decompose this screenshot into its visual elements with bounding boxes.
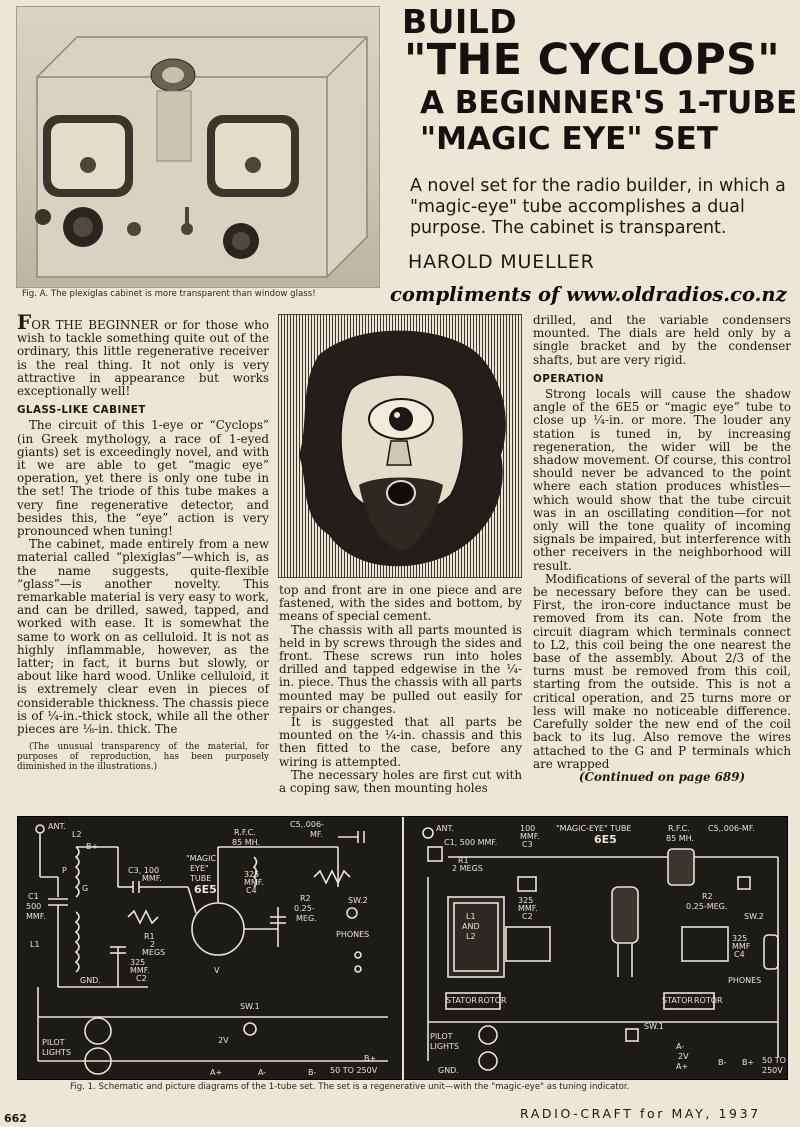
schematic-label: 325 bbox=[130, 958, 146, 967]
pictorial-label: L1 bbox=[466, 912, 476, 921]
schematic-label: C5,.006- bbox=[290, 820, 324, 829]
pictorial-label: MMF. bbox=[518, 904, 538, 913]
pictorial-label: MMF. bbox=[520, 832, 540, 841]
circuit-diagrams bbox=[17, 816, 788, 1080]
section-heading-cabinet: GLASS-LIKE CABINET bbox=[17, 404, 146, 417]
pictorial-label: C3 bbox=[522, 840, 533, 849]
paragraph: The necessary holes are first cut with a coping saw, then mounting holes bbox=[279, 767, 522, 796]
pictorial-label: SW.1 bbox=[644, 1022, 664, 1031]
schematic-label: C2 bbox=[136, 974, 147, 983]
author-byline: HAROLD MUELLER bbox=[408, 251, 595, 273]
schematic-label: R.F.C. bbox=[234, 828, 256, 837]
paragraph: drilled, and the variable condensers mounted. The dials are held only by a single bracket and by the condenser shafts, but are very rigid. bbox=[533, 313, 791, 367]
schematic-label: R2 bbox=[300, 894, 311, 903]
pictorial-label: SW.2 bbox=[744, 912, 764, 921]
schematic-label: MF. bbox=[310, 830, 323, 839]
schematic-label: B+ bbox=[86, 842, 99, 851]
page-number: 662 bbox=[4, 1112, 27, 1125]
intro-caps: OR THE BEGINNER bbox=[31, 318, 159, 332]
schematic-label: EYE" bbox=[190, 864, 209, 873]
schematic-label: P bbox=[62, 866, 67, 875]
schematic-label: 2 bbox=[150, 940, 156, 949]
pictorial-label: A+ bbox=[676, 1062, 689, 1071]
headline-title: "THE CYCLOPS" bbox=[404, 35, 780, 85]
article-column-1 bbox=[17, 310, 270, 773]
pictorial-label: ROTOR bbox=[478, 996, 507, 1005]
pictorial-label: 85 MH. bbox=[666, 834, 695, 843]
schematic-label: B- bbox=[308, 1068, 317, 1077]
diagram-canvas bbox=[18, 817, 789, 1081]
intro-paragraph bbox=[17, 310, 270, 399]
schematic-label: C4 bbox=[246, 886, 257, 895]
pictorial-label: STATOR bbox=[662, 996, 693, 1005]
paragraph: The chassis with all parts mounted is held in by screws through the sides and front. These screws run into holes drilled and tapped edgewise in the ¼-in. piece. Thus the chassis with all parts mounted may be pulled out easily for repairs or changes. bbox=[279, 622, 522, 716]
schematic-label: L1 bbox=[30, 940, 40, 949]
schematic-label: SW.1 bbox=[240, 1002, 260, 1011]
schematic-label: "MAGIC bbox=[186, 854, 217, 863]
schematic-label: MEGS bbox=[142, 948, 166, 957]
schematic-label: MEG. bbox=[296, 914, 317, 923]
schematic-label: 0.25- bbox=[294, 904, 315, 913]
continued-note: (Continued on page 689) bbox=[578, 769, 746, 784]
pictorial-label: C2 bbox=[522, 912, 533, 921]
schematic-label: 85 MH. bbox=[232, 838, 261, 847]
headline-kicker: BUILD bbox=[402, 2, 518, 41]
pictorial-label: 325 bbox=[518, 896, 534, 905]
schematic-label: LIGHTS bbox=[42, 1048, 71, 1057]
pictorial-label: 50 TO bbox=[762, 1056, 786, 1065]
schematic-label: MMF. bbox=[142, 874, 162, 883]
article-column-3 bbox=[533, 314, 791, 784]
cyclops-face bbox=[279, 315, 522, 578]
pictorial-label: PHONES bbox=[728, 976, 762, 985]
pictorial-label: 0.25-MEG. bbox=[686, 902, 728, 911]
schematic-label: TUBE bbox=[190, 874, 212, 883]
pictorial-label: 250V bbox=[762, 1066, 783, 1075]
pictorial-label: PILOT bbox=[430, 1032, 453, 1041]
schematic-label: SW.2 bbox=[348, 896, 368, 905]
pictorial-label: C4 bbox=[734, 950, 745, 959]
schematic-label: 2V bbox=[218, 1036, 229, 1045]
schematic-label: 6E5 bbox=[194, 883, 217, 896]
schematic-label: A+ bbox=[210, 1068, 223, 1077]
cabinet-photo bbox=[16, 6, 380, 288]
pictorial-label: R2 bbox=[702, 892, 713, 901]
paragraph: The cabinet, made entirely from a new material called “plexiglas”—which is, as the name suggests, quite-flexible “glass”—is another novelty. This remarkable material is very easy to work, and can be drilled, sawed, tapped, and worked with ease. It is somewhat the same to work on as celluloid. It is not as highly inflammable, however, as the latter; in fact, it burns but slowly, or about like hard wood. Unlike celluloid, it is extremely clear even in pieces of considerable thickness. The chassis piece is of ¼-in.-thick stock, while all the other pieces are ⅛-in. thick. The bbox=[17, 537, 269, 737]
pictorial-label: AND bbox=[462, 922, 480, 931]
schematic-label: C1 bbox=[28, 892, 39, 901]
pictorial-label: "MAGIC-EYE" TUBE bbox=[556, 824, 632, 833]
paragraph: Modifications of several of the parts will be necessary before they can be used. First, the iron-core inductance must be removed from its can. Note from the circuit diagram which terminals connect to L2, this coil being the one nearest the base of the assembly. About 2/3 of the turns must be removed from this coil, starting from the outside. This is not a critical operation, and 25 turns more or less will make no noticeable difference. Carefully solder the new end of the coil back to its lug. Also remove the wires attached to the G and P terminals which are wrapped bbox=[533, 571, 791, 771]
pictorial-label: ANT. bbox=[436, 824, 454, 833]
pictorial-label: C5,.006-MF. bbox=[708, 824, 755, 833]
pictorial-label: C1, 500 MMF. bbox=[444, 838, 498, 847]
pictorial-label: A- bbox=[676, 1042, 685, 1051]
schematic-label: V bbox=[214, 966, 220, 975]
magazine-footer: RADIO-CRAFT for MAY, 1937 bbox=[520, 1106, 761, 1121]
schematic-label: R1 bbox=[144, 932, 155, 941]
pictorial-label: R.F.C. bbox=[668, 824, 690, 833]
schematic-label: PILOT bbox=[42, 1038, 65, 1047]
schematic-label: MMF. bbox=[26, 912, 46, 921]
paragraph: It is suggested that all parts be mounted on the ¼-in. chassis and this then fitted to the case, before any wiring is attempted. bbox=[279, 715, 522, 769]
pictorial-label: B+ bbox=[742, 1058, 755, 1067]
pictorial-label: LIGHTS bbox=[430, 1042, 459, 1051]
schematic-label: MMF. bbox=[130, 966, 150, 975]
pictorial-label: 2 MEGS bbox=[452, 864, 483, 873]
credit-watermark: compliments of www.oldradios.co.nz bbox=[390, 283, 787, 306]
schematic-label: B+ bbox=[364, 1054, 377, 1063]
pictorial-label: B- bbox=[718, 1058, 727, 1067]
paragraph: top and front are in one piece and are fastened, with the sides and bottom, by means of special cement. bbox=[279, 583, 522, 624]
schematic-label: 500 bbox=[26, 902, 42, 911]
pictorial-label: L2 bbox=[466, 932, 476, 941]
pictorial-label: GND. bbox=[438, 1066, 459, 1075]
article-column-2 bbox=[279, 584, 522, 795]
schematic-label: A- bbox=[258, 1068, 267, 1077]
headline-subtitle-1: A BEGINNER'S 1-TUBE bbox=[420, 85, 798, 121]
pictorial-label: MMF bbox=[732, 942, 751, 951]
cabinet-illustration bbox=[17, 7, 381, 289]
pictorial-label: STATOR bbox=[446, 996, 477, 1005]
photo-caption: Fig. A. The plexiglas cabinet is more transparent than window glass! bbox=[22, 289, 316, 299]
schematic-label: C3, 100 bbox=[128, 866, 160, 875]
pictorial-label: R1 bbox=[458, 856, 469, 865]
schematic-label: ANT. bbox=[48, 822, 66, 831]
schematic-label: MMF. bbox=[244, 878, 264, 887]
intro-text: or for those who wish to tackle something quite out of the ordinary, this little regenerative receiver is the real thing. It not only is very attractive in appearance but works exceptionally well! bbox=[17, 318, 270, 399]
schematic-label: GND. bbox=[80, 976, 101, 985]
section-heading-operation: OPERATION bbox=[533, 372, 604, 385]
schematic-label: G bbox=[82, 884, 89, 893]
headline-subtitle-2: "MAGIC EYE" SET bbox=[420, 121, 718, 157]
schematic-label: 50 TO 250V bbox=[330, 1066, 378, 1075]
drop-cap: F bbox=[17, 310, 32, 334]
schematic-label: L2 bbox=[72, 830, 82, 839]
schematic-label: PHONES bbox=[336, 930, 370, 939]
pictorial-label: ROTOR bbox=[694, 996, 723, 1005]
pictorial-label: 2V bbox=[678, 1052, 689, 1061]
figure-caption: Fig. 1. Schematic and picture diagrams of the 1-tube set. The set is a regenerative unit—with the "magic-eye" as tuning indicator. bbox=[70, 1082, 630, 1092]
pictorial-label: 325 bbox=[732, 934, 748, 943]
pictorial-label: 100 bbox=[520, 824, 536, 833]
transparency-note: (The unusual transparency of the material, for purposes of reproduction, has been purposely diminished in the illustrations.) bbox=[17, 742, 269, 773]
cyclops-illustration bbox=[278, 314, 522, 578]
pictorial-label: 6E5 bbox=[594, 833, 617, 846]
paragraph: The circuit of this 1-eye or “Cyclops” (in Greek mythology, a race of 1-eyed giants) set is exceedingly novel, and with it we are able to get “magic eye” operation, yet there is only one tube in the set! The triode of this tube makes a very fine regenerative detector, and besides this, the “eye” action is very pronounced when tuning! bbox=[17, 418, 269, 539]
article-deck: A novel set for the radio builder, in which a "magic-eye" tube accomplishes a dual purpose. The cabinet is transparent. bbox=[410, 176, 786, 238]
schematic-label: 325 bbox=[244, 870, 260, 879]
paragraph: Strong locals will cause the shadow angle of the 6E5 or “magic eye” tube to close up ¼-in. or more. The louder any station is tuned in, by increasing regeneration, the wider will be the shadow movement. Of course, this control should never be advanced to the point where each station produces whistles—which would show that the tube circuit was in an oscillating condition—for not only will the tone quality of incoming signals be impaired, but interference with other receivers in the neighborhood will result. bbox=[533, 387, 791, 573]
